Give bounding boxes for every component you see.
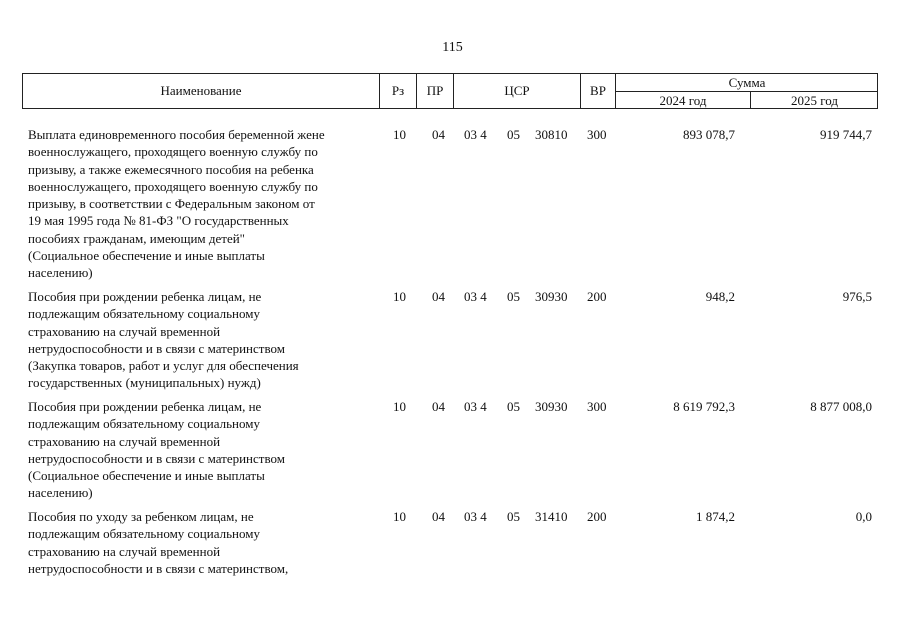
- table-row: [0, 288, 905, 398]
- row-rz: 10: [393, 399, 406, 414]
- header-rz: Рз: [380, 74, 417, 108]
- header-year-2025: 2025 год: [791, 92, 838, 108]
- row-csr-subprogram: 05: [507, 509, 520, 524]
- row-csr-code: 30810: [535, 127, 568, 142]
- row-rz: 10: [393, 509, 406, 524]
- row-pr: 04: [432, 509, 445, 524]
- header-csr: ЦСР: [454, 74, 581, 108]
- row-vr: 200: [587, 289, 607, 304]
- row-sum-2025: 976,5: [842, 289, 872, 304]
- table-header: [22, 73, 878, 109]
- row-csr-subprogram: 05: [507, 127, 520, 142]
- row-csr-program: 03 4: [464, 509, 487, 524]
- row-sum-2024: 948,2: [705, 289, 735, 304]
- row-name: Выплата единовременного пособия беременной жене военнослужащего, проходящего военную службу по призыву, а также ежемесячного пособия на ребенка военнослужащего, проходящего военную службу по призыву, в соответствии с Федеральным законом от 19 мая 1995 года № 81-ФЗ "О государственных пособиях гражданам, имеющим детей" (Социальное обеспечение и иные выплаты населению): [28, 127, 325, 281]
- header-name: Наименование: [23, 74, 380, 108]
- row-sum-2024: 1 874,2: [696, 509, 735, 524]
- row-vr: 200: [587, 509, 607, 524]
- row-sum-2024: 8 619 792,3: [673, 399, 735, 414]
- row-csr-subprogram: 05: [507, 289, 520, 304]
- row-sum-2024: 893 078,7: [683, 127, 735, 142]
- row-sum-2025: 0,0: [855, 509, 872, 524]
- row-pr: 04: [432, 289, 445, 304]
- row-name: Пособия по уходу за ребенком лицам, не подлежащим обязательному социальному страхованию на случай временной нетрудоспособности и в связи с материнством,: [28, 509, 289, 576]
- row-csr-code: 31410: [535, 509, 568, 524]
- row-vr: 300: [587, 399, 607, 414]
- row-csr-program: 03 4: [464, 127, 487, 142]
- table-body: [0, 126, 905, 588]
- row-csr-code: 30930: [535, 399, 568, 414]
- header-year-2024: 2024 год: [616, 92, 751, 109]
- row-name: Пособия при рождении ребенка лицам, не подлежащим обязательному социальному страхованию на случай временной нетрудоспособности и в связи с материнством (Социальное обеспечение и иные выплаты населению): [28, 399, 285, 501]
- row-name: Пособия при рождении ребенка лицам, не подлежащим обязательному социальному страхованию на случай временной нетрудоспособности и в связи с материнством (Закупка товаров, работ и услуг для обеспечения государственных (муниципальных) нужд): [28, 289, 299, 391]
- row-sum-2025: 919 744,7: [820, 127, 872, 142]
- row-rz: 10: [393, 127, 406, 142]
- row-rz: 10: [393, 289, 406, 304]
- row-csr-code: 30930: [535, 289, 568, 304]
- row-sum-2025: 8 877 008,0: [810, 399, 872, 414]
- header-sum: Сумма: [616, 74, 878, 92]
- row-pr: 04: [432, 399, 445, 414]
- row-pr: 04: [432, 127, 445, 142]
- row-vr: 300: [587, 127, 607, 142]
- page-number: 115: [442, 40, 463, 55]
- header-vr: ВР: [581, 74, 616, 108]
- row-csr-program: 03 4: [464, 399, 487, 414]
- row-csr-subprogram: 05: [507, 399, 520, 414]
- header-pr: ПР: [417, 74, 454, 108]
- table-row: [0, 126, 905, 288]
- row-csr-program: 03 4: [464, 289, 487, 304]
- table-row: [0, 508, 905, 588]
- table-row: [0, 398, 905, 508]
